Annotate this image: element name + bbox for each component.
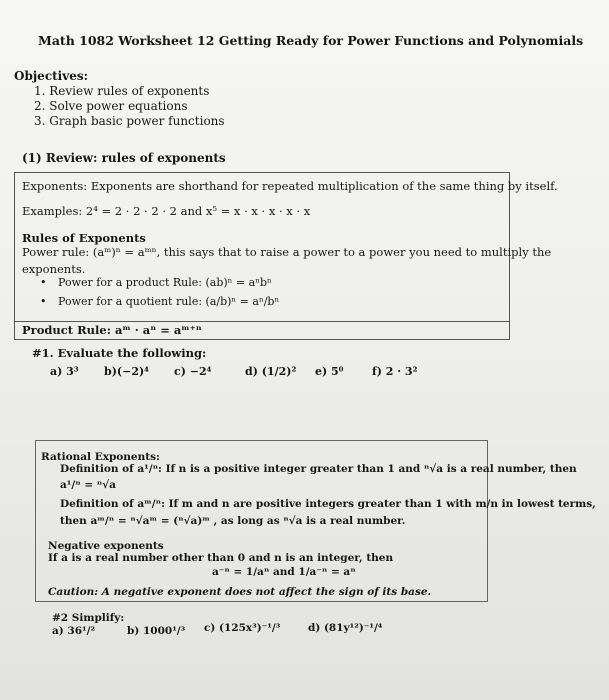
definition-a-one-over-n-formula: a¹/ⁿ = ⁿ√a bbox=[60, 479, 116, 491]
exercise1-item: e) 5⁰ bbox=[315, 365, 344, 378]
bullet-text: Power for a quotient rule: (a/b)ⁿ = aⁿ/bⁿ bbox=[58, 295, 280, 308]
rules-heading: Rules of Exponents bbox=[22, 231, 146, 245]
objective-item: 3. Graph basic power functions bbox=[34, 114, 225, 128]
objectives-heading: Objectives: bbox=[14, 69, 89, 83]
negative-exponents-statement: If a is a real number other than 0 and n is an integer, then bbox=[48, 552, 394, 564]
review-heading: (1) Review: rules of exponents bbox=[22, 151, 226, 165]
power-rule-continued: exponents. bbox=[22, 262, 86, 276]
definition-a-m-over-n-formula: then aᵐ/ⁿ = ⁿ√aᵐ = (ⁿ√a)ᵐ , as long as ⁿ√a is a real number. bbox=[60, 515, 406, 527]
exponents-examples: Examples: 2⁴ = 2 · 2 · 2 · 2 and x⁵ = x · x · x · x · x bbox=[22, 204, 311, 218]
rational-heading: Rational Exponents: bbox=[41, 451, 160, 463]
exercise2-item: a) 36¹/² bbox=[52, 625, 96, 637]
exercise2-item: b) 1000¹/³ bbox=[127, 625, 186, 637]
exercise2-item: d) (81y¹²)⁻¹/⁴ bbox=[308, 622, 383, 634]
exponents-definition: Exponents: Exponents are shorthand for repeated multiplication of the same thing by itself. bbox=[22, 179, 558, 193]
power-rule: Power rule: (aᵐ)ⁿ = aᵐⁿ, this says that to raise a power to a power you need to multiply the bbox=[22, 245, 552, 259]
bullet-text: Power for a product Rule: (ab)ⁿ = aⁿbⁿ bbox=[58, 276, 272, 289]
page-title: Math 1082 Worksheet 12 Getting Ready for Power Functions and Polynomials bbox=[38, 33, 584, 48]
box-divider bbox=[15, 321, 509, 322]
quotient-power-rule bbox=[40, 295, 279, 308]
exercise1-item: b)(−2)⁴ bbox=[104, 365, 149, 378]
definition-a-m-over-n: Definition of aᵐ/ⁿ: If m and n are positive integers greater than 1 with m/n in lowest terms, bbox=[60, 498, 596, 510]
product-rule: Product Rule: aᵐ · aⁿ = aᵐ⁺ⁿ bbox=[22, 323, 202, 337]
exercise1-item: a) 3³ bbox=[50, 365, 79, 378]
bullet-icon: • bbox=[40, 276, 47, 289]
negative-exponents-heading: Negative exponents bbox=[48, 540, 164, 552]
exercise1-item: d) (1/2)² bbox=[245, 365, 297, 378]
negative-exponents-formula: a⁻ⁿ = 1/aⁿ and 1/a⁻ⁿ = aⁿ bbox=[212, 566, 356, 578]
product-power-rule bbox=[40, 276, 272, 289]
bullet-icon: • bbox=[40, 295, 47, 308]
objective-item: 2. Solve power equations bbox=[34, 99, 188, 113]
exercise1-item: c) −2⁴ bbox=[174, 365, 212, 378]
exercise2-prompt: #2 Simplify: bbox=[52, 612, 125, 624]
definition-a-one-over-n: Definition of a¹/ⁿ: If n is a positive integer greater than 1 and ⁿ√a is a real number, then bbox=[60, 463, 577, 475]
objective-item: 1. Review rules of exponents bbox=[34, 84, 210, 98]
caution-note: Caution: A negative exponent does not affect the sign of its base. bbox=[48, 586, 432, 598]
exercise1-item: f) 2 · 3² bbox=[372, 365, 418, 378]
exercise1-prompt: #1. Evaluate the following: bbox=[32, 346, 207, 360]
exercise2-item: c) (125x³)⁻¹/³ bbox=[204, 622, 281, 634]
